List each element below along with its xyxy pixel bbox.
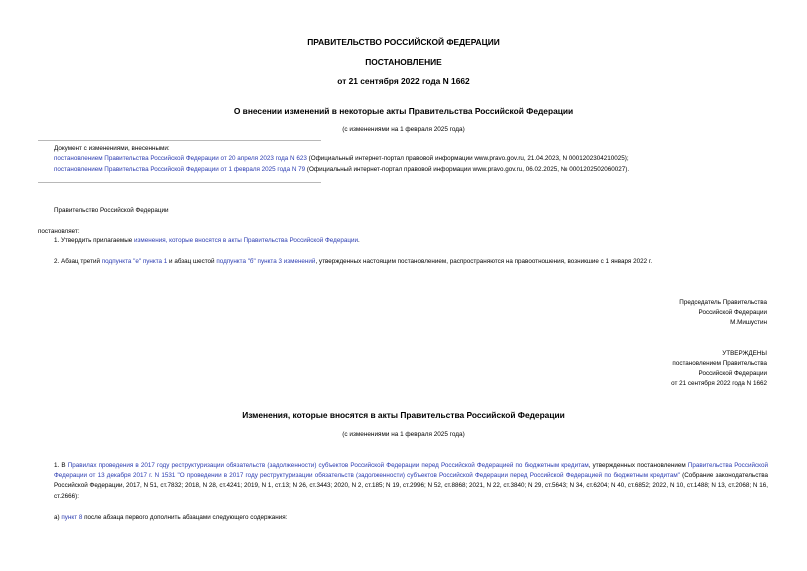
approved-label: УТВЕРЖДЕНЫ — [722, 350, 767, 357]
approved-by: постановлением Правительства — [672, 360, 767, 367]
sub-a-prefix: а) — [54, 514, 62, 521]
signatory-name: М.Мишустин — [730, 319, 767, 326]
p2-prefix: 2. Абзац третий — [54, 258, 102, 265]
top-divider — [38, 140, 321, 141]
amendment-source-1: (Официальный интернет-портал правовой информации www.pravo.gov.ru, 21.04.2023, N 0001202304210025); — [306, 155, 629, 162]
p1-prefix: 1. Утвердить прилагаемые — [54, 237, 134, 244]
amendment-link-2[interactable]: постановлением Правительства Российской Федерации от 1 февраля 2025 года N 79 — [54, 166, 306, 173]
bottom-divider — [38, 182, 321, 183]
signatory-title: Председатель Правительства — [679, 299, 767, 306]
changes-link[interactable]: изменения, которые вносятся в акты Правительства Российской Федерации — [134, 237, 358, 244]
annex-revision: (с изменениями на 1 февраля 2025 года) — [342, 431, 465, 438]
government-label: Правительство Российской Федерации — [54, 207, 169, 214]
paragraph-2 — [54, 257, 652, 267]
item1-suffix: (Собрание законодательства Российской Федерации, 2017, N 51, ст.7832; 2018, N 28, ст.4241; 2019, N 1, ст.13; N 26, ст.3443; 2020, N 2, ст.185; N 19, ст.2996; N 52, ст.8868; 2021, N 22, ст.3840; N 29, ст.5643; N 34, ст.6204; N 40, ст.6852; 2022, N 10, ст.1488; N 13, ст.2068; N 16, ст.2666): — [54, 472, 769, 500]
rules-link[interactable]: Правилах проведения в 2017 году реструктуризации обязательств (задолженности) субъектов Российской Федерации перед Российской Федерацией по бюджетным кредитам — [67, 462, 589, 469]
subpoint-b-link[interactable]: подпункта "б" пункта 3 изменений — [216, 258, 316, 265]
item1-middle: , утвержденных постановлением — [588, 462, 688, 469]
p1-suffix: . — [357, 237, 360, 244]
change-item — [54, 165, 629, 175]
paragraph-1 — [54, 236, 360, 246]
changes-intro: Документ с изменениями, внесенными: — [54, 145, 170, 152]
approved-date: от 21 сентября 2022 года N 1662 — [671, 380, 767, 387]
change-item — [54, 154, 629, 164]
doc-type: ПОСТАНОВЛЕНИЕ — [365, 57, 442, 67]
point-8-link[interactable]: пункт 8 — [61, 514, 83, 521]
annex-item-1 — [54, 461, 768, 502]
signatory-org: Российской Федерации — [698, 309, 767, 316]
item1-prefix: 1. В — [54, 462, 68, 469]
amendment-source-2: (Официальный интернет-портал правовой информации www.pravo.gov.ru, 06.02.2025, № 0001202502060027). — [305, 166, 630, 173]
subpoint-e-link[interactable]: подпункта "е" пункта 1 — [101, 258, 168, 265]
sub-a-suffix: после абзаца первого дополнить абзацами следующего содержания: — [82, 514, 288, 521]
approved-org: Российской Федерации — [698, 370, 767, 377]
subpoint-a — [54, 513, 287, 523]
annex-title: Изменения, которые вносятся в акты Правительства Российской Федерации — [242, 410, 565, 420]
p2-middle: и абзац шестой — [167, 258, 217, 265]
decides-label: постановляет: — [38, 228, 80, 235]
document-title: О внесении изменений в некоторые акты Правительства Российской Федерации — [233, 106, 574, 116]
date-number: от 21 сентября 2022 года N 1662 — [337, 76, 470, 86]
org-title: ПРАВИТЕЛЬСТВО РОССИЙСКОЙ ФЕДЕРАЦИИ — [307, 37, 500, 47]
amendment-link-1[interactable]: постановлением Правительства Российской Федерации от 20 апреля 2023 года N 623 — [54, 155, 307, 162]
resolution-1531-link[interactable]: Правительства Российской Федерации от 13 декабря 2017 г. N 1531 "О проведении в 2017 году реструктуризации обязательств (задолженности) субъектов Российской Федерации перед Российской Федерацией по бюджетным кредитам" — [54, 462, 769, 480]
p2-suffix: , утвержденных настоящим постановлением, распространяются на правоотношения, возникшие с 1 января 2022 г. — [315, 258, 653, 265]
revision-note: (с изменениями на 1 февраля 2025 года) — [342, 126, 465, 133]
